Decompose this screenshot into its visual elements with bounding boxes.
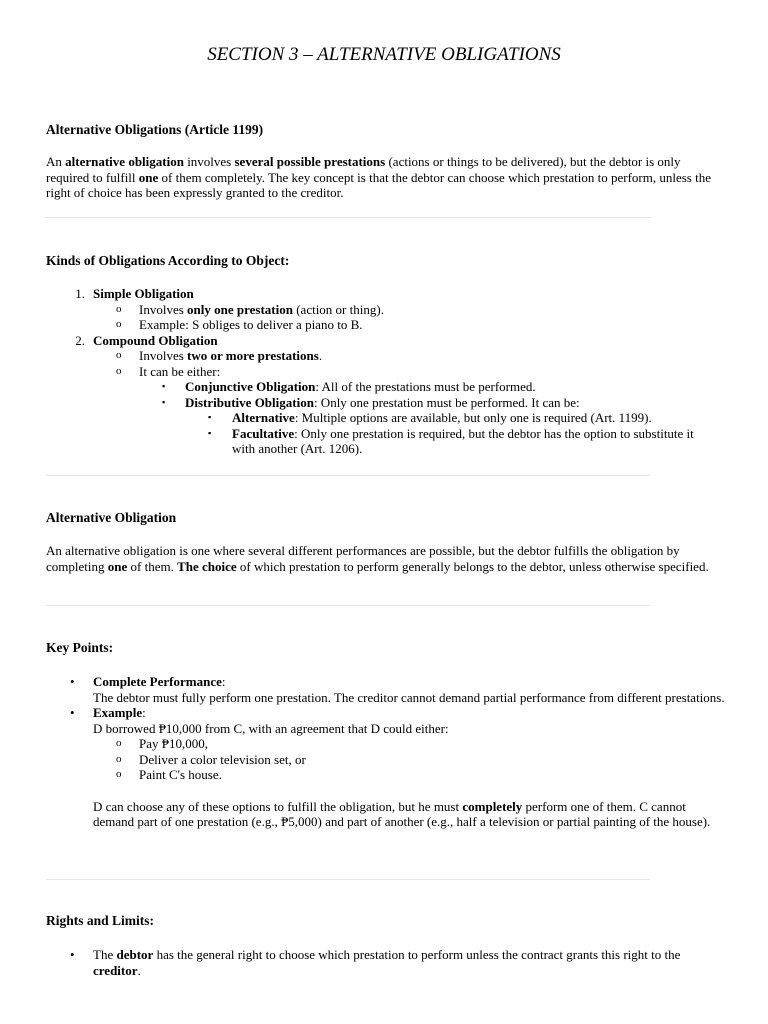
kinds-list (46, 286, 726, 457)
section-heading: Alternative Obligations (Article 1199) (46, 122, 264, 137)
list-item: o Involves two or more prestations. (116, 348, 323, 363)
rights-list (46, 947, 726, 978)
options-list (93, 736, 726, 783)
divider (46, 605, 650, 606)
section-kinds-of-obligations (46, 253, 726, 457)
list-item: o It can be either: (116, 363, 221, 379)
divider (46, 217, 650, 218)
key-points-list (46, 674, 726, 830)
divider (46, 475, 650, 476)
list-item: • The debtor has the general right to choose which prestation to perform unless the contract grants this right to the creditor. (70, 947, 681, 978)
section-rights-and-limits (46, 913, 726, 978)
paragraph: D can choose any of these options to fulfill the obligation, but he must completely perform one of them. C cannot demand part of one prestation (e.g., ₱5,000) and part of another (e.g., half a television or partial painting of the house). (93, 798, 711, 829)
section-heading: Kinds of Obligations According to Object: (46, 253, 290, 268)
divider (46, 879, 650, 880)
document-title: SECTION 3 – ALTERNATIVE OBLIGATIONS (207, 44, 561, 65)
list-item: ▪ Alternative: Multiple options are available, but only one is required (Art. 1199). (208, 410, 652, 425)
section-heading: Key Points: (46, 640, 114, 655)
list-item: o Involves only one prestation (action or thing). (116, 301, 384, 317)
section-article-1199 (46, 122, 726, 201)
list-item: ▪ Conjunctive Obligation: All of the prestations must be performed. (162, 379, 536, 394)
list-item: • Example: D borrowed ₱10,000 from C, with an agreement that D could either: o Pay ₱10,000, o Deliver a color television set, or o Paint C's house. D can choose any of these options to fulfill the obligation, but he must completely perform one of them. C cannot demand part of one prestation (e.g., ₱5,000) and part of another (e.g., half a television or partial painting of the house). (46, 705, 726, 830)
section-alternative-obligation (46, 510, 726, 574)
list-item: 1. Simple Obligation (75, 286, 194, 301)
paragraph: An alternative obligation involves several possible prestations (actions or things to be delivered), but the debtor is only required to fulfill one of them completely. The key concept is that the debtor can choose which prestation to perform, unless the right of choice has been expressly granted to the creditor. (46, 154, 711, 200)
list-item: 2. Compound Obligation (75, 332, 218, 348)
list-item: ▪ Distributive Obligation: Only one prestation must be performed. It can be: (162, 394, 580, 410)
list-item: o Example: S obliges to deliver a piano to B. (116, 317, 363, 332)
list-item: o Deliver a color television set, or (116, 751, 306, 767)
section-heading: Alternative Obligation (46, 510, 177, 525)
list-item: o Paint C's house. (116, 767, 222, 782)
list-item: o Pay ₱10,000, (116, 736, 208, 751)
section-heading: Rights and Limits: (46, 913, 155, 928)
list-item: • Complete Performance: The debtor must fully perform one prestation. The creditor cannot demand partial performance from different prestations. (70, 674, 725, 705)
paragraph: An alternative obligation is one where several different performances are possible, but the debtor fulfills the obligation by completing one of them. The choice of which prestation to perform generally belongs to the debtor, unless otherwise specified. (46, 543, 709, 574)
list-item: ▪ Facultative: Only one prestation is required, but the debtor has the option to substitute it with another (Art. 1206). (208, 425, 694, 456)
section-key-points (46, 640, 726, 830)
